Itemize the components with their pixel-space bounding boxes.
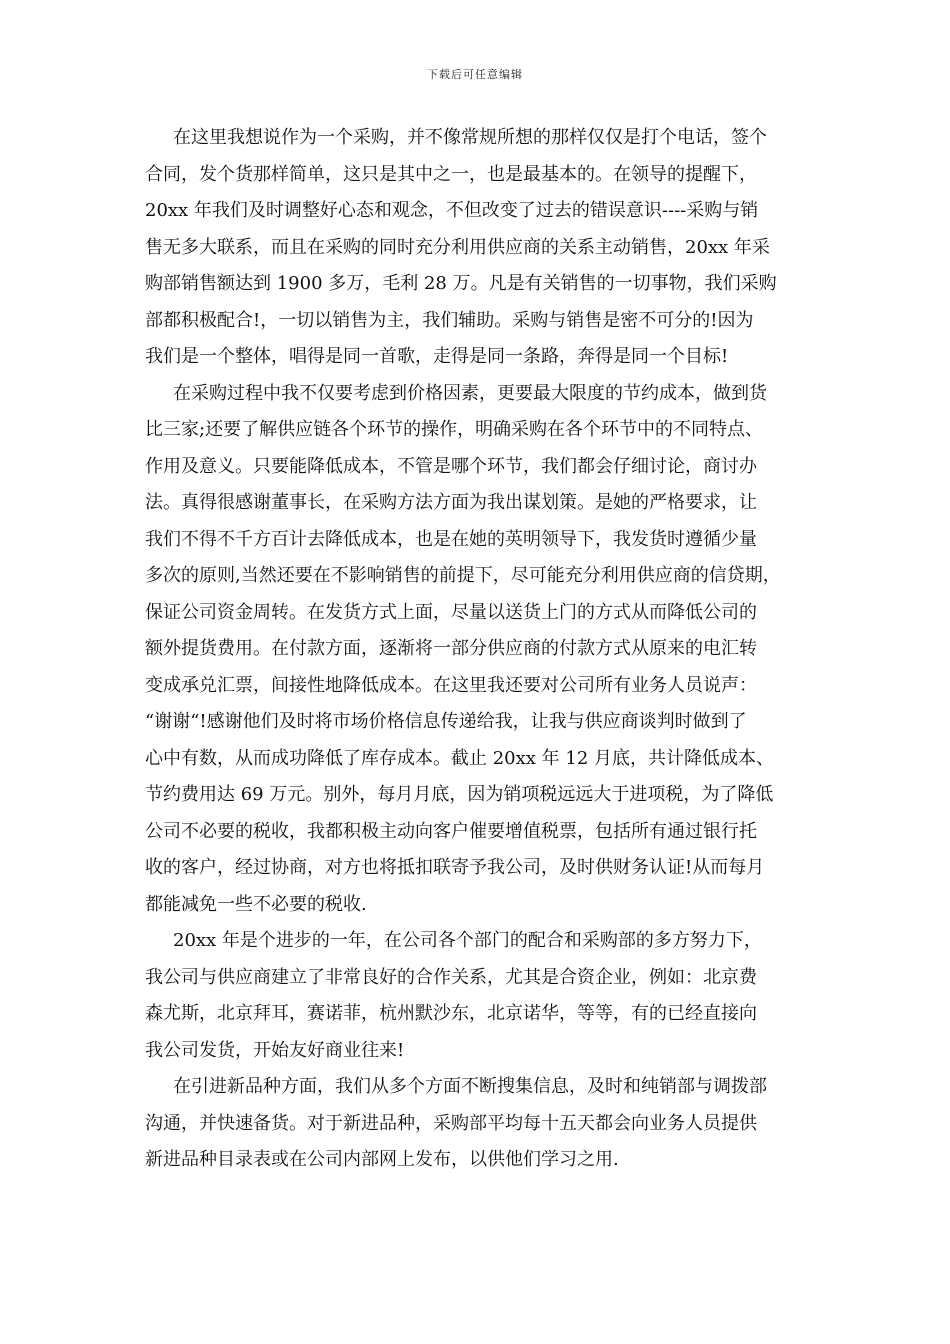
text-line: 森尤斯，北京拜耳，赛诺菲，杭州默沙东，北京诺华，等等，有的已经直接向 xyxy=(145,1003,757,1024)
text-line: 保证公司资金周转。在发货方式上面，尽量以送货上门的方式从而降低公司的 xyxy=(145,601,757,623)
text-line: 法。真得很感谢董事长，在采购方法方面为我出谋划策。是她的严格要求，让 xyxy=(145,492,757,513)
text-line: 心中有数，从而成功降低了库存成本。截止 20xx 年 12 月底，共计降低成本、 xyxy=(145,747,774,769)
text-line: 公司不必要的税收，我都积极主动向客户催要增值税票，包括所有通过银行托 xyxy=(145,820,757,842)
text-line: 我公司发货，开始友好商业往来! xyxy=(145,1039,405,1061)
text-line: 在这里我想说作为一个采购，并不像常规所想的那样仅仅是打个电话，签个 xyxy=(173,127,767,148)
text-line: 合同，发个货那样简单，这只是其中之一，也是最基本的。在领导的提醒下， xyxy=(145,163,757,185)
text-line: 沟通，并快速备货。对于新进品种，采购部平均每十五天都会向业务人员提供 xyxy=(145,1112,757,1134)
text-line: 部都积极配合!，一切以销售为主，我们辅助。采购与销售是密不可分的!因为 xyxy=(145,309,754,331)
text-line: 在引进新品种方面，我们从多个方面不断搜集信息，及时和纯销部与调拨部 xyxy=(173,1076,767,1097)
text-line: 收的客户，经过协商，对方也将抵扣联寄予我公司，及时供财务认证!从而每月 xyxy=(145,857,765,878)
header-note: 下载后可任意编辑 xyxy=(427,68,523,81)
text-line: 20xx 年我们及时调整好心态和观念，不但改变了过去的错误意识----采购与销 xyxy=(145,200,759,221)
text-line: 额外提货费用。在付款方面，逐渐将一部分供应商的付款方式从原来的电汇转 xyxy=(145,638,757,659)
text-line: 我公司与供应商建立了非常良好的合作关系，尤其是合资企业，例如：北京费 xyxy=(145,966,757,988)
text-line: 购部销售额达到 1900 多万，毛利 28 万。凡是有关销售的一切事物，我们采购 xyxy=(145,273,777,294)
text-line: 在采购过程中我不仅要考虑到价格因素，更要最大限度的节约成本，做到货 xyxy=(173,382,767,404)
text-line: 比三家;还要了解供应链各个环节的操作，明确采购在各个环节中的不同特点、 xyxy=(145,419,764,440)
document-body xyxy=(145,120,810,1179)
text-line: 作用及意义。只要能降低成本，不管是哪个环节，我们都会仔细讨论，商讨办 xyxy=(145,455,757,477)
text-line: 多次的原则,当然还要在不影响销售的前提下，尽可能充分利用供应商的信贷期， xyxy=(145,565,781,586)
text-line: 20xx 年是个进步的一年，在公司各个部门的配合和采购部的多方努力下， xyxy=(173,930,762,951)
text-line: 售无多大联系，而且在采购的同时充分利用供应商的关系主动销售，20xx 年采 xyxy=(145,236,770,258)
text-line: 我们是一个整体，唱得是同一首歌，走得是同一条路，奔得是同一个目标! xyxy=(145,346,729,367)
text-line: “谢谢“!感谢他们及时将市场价格信息传递给我，让我与供应商谈判时做到了 xyxy=(145,711,747,732)
text-line: 变成承兑汇票，间接性地降低成本。在这里我还要对公司所有业务人员说声： xyxy=(145,674,757,696)
text-line: 都能减免一些不必要的税收. xyxy=(145,893,367,915)
text-line: 节约费用达 69 万元。别外，每月月底，因为销项税远远大于进项税，为了降低 xyxy=(145,784,774,805)
paragraph-1 xyxy=(145,120,810,376)
text-line: 新进品种目录表或在公司内部网上发布，以供他们学习之用. xyxy=(145,1149,619,1170)
text-line: 我们不得不千方百计去降低成本，也是在她的英明领导下，我发货时遵循少量 xyxy=(145,528,757,550)
paragraph-2 xyxy=(145,376,810,924)
paragraph-3 xyxy=(145,923,810,1069)
paragraph-4 xyxy=(145,1069,810,1179)
